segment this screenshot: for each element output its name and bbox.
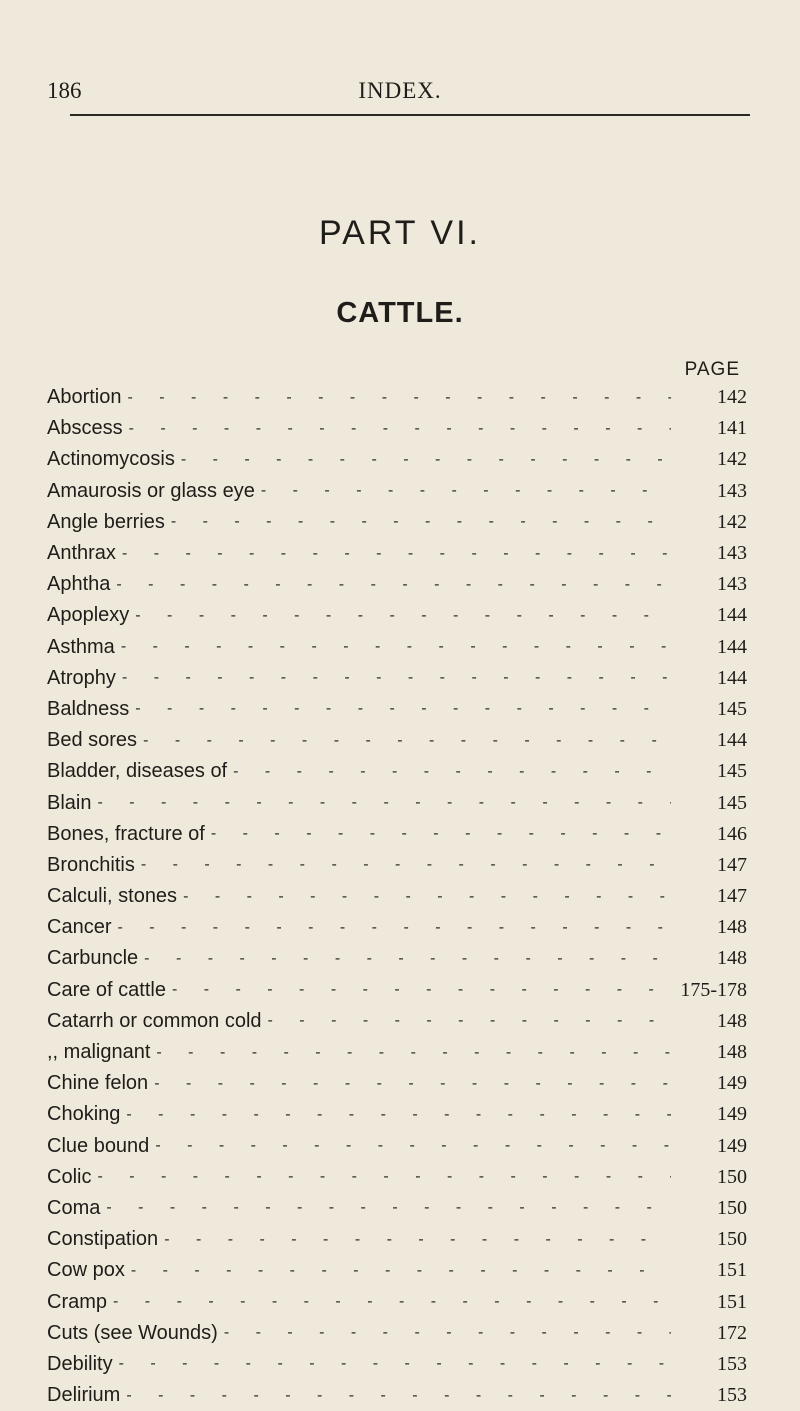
part-title: PART VI.	[319, 214, 481, 252]
index-entry	[47, 600, 747, 631]
entry-page: 145	[717, 791, 747, 814]
entry-term: Calculi, stones	[47, 885, 178, 908]
dot-leader	[172, 981, 671, 999]
section-title: CATTLE.	[336, 297, 464, 329]
index-entry	[47, 1037, 747, 1068]
dot-leader	[164, 1231, 671, 1249]
index-entry	[47, 881, 747, 912]
entry-term: Coma	[47, 1196, 101, 1219]
dot-leader	[106, 1199, 671, 1217]
dot-leader	[261, 482, 671, 500]
entry-page: 142	[717, 386, 747, 409]
index-entry	[47, 569, 747, 600]
entry-page: 148	[717, 916, 747, 939]
entry-page: 149	[717, 1103, 747, 1126]
entry-page: 153	[717, 1352, 747, 1375]
entry-page: 175-178	[680, 978, 747, 1001]
entry-term: Cramp	[47, 1290, 108, 1313]
entry-term: Debility	[47, 1352, 113, 1375]
index-entry	[47, 538, 747, 569]
entry-term: Blain	[47, 791, 92, 814]
index-entry	[47, 694, 747, 725]
entry-page: 145	[717, 697, 747, 720]
entry-page: 146	[717, 822, 747, 845]
entry-term: Abscess	[47, 417, 123, 440]
dot-leader	[126, 1387, 671, 1405]
index-entry	[47, 1286, 747, 1317]
dot-leader	[116, 576, 671, 594]
dot-leader	[126, 1106, 671, 1124]
dot-leader	[117, 919, 671, 937]
dot-leader	[156, 1044, 671, 1062]
index-list	[47, 382, 747, 1411]
dot-leader	[128, 389, 672, 407]
entry-page: 153	[717, 1384, 747, 1407]
dot-leader	[119, 1355, 671, 1373]
dot-leader	[171, 513, 671, 531]
dot-leader	[141, 856, 671, 874]
entry-term: Angle berries	[47, 510, 165, 533]
index-entry	[47, 1068, 747, 1099]
index-entry	[47, 1255, 747, 1286]
index-entry	[47, 725, 747, 756]
dot-leader	[97, 794, 671, 812]
index-entry	[47, 1006, 747, 1037]
entry-page: 150	[717, 1165, 747, 1188]
entry-page: 148	[717, 1009, 747, 1032]
entry-term: Carbuncle	[47, 947, 139, 970]
dot-leader	[121, 638, 671, 656]
entry-page: 145	[717, 760, 747, 783]
dot-leader	[113, 1293, 671, 1311]
index-entry	[47, 1380, 747, 1411]
entry-page: 151	[717, 1259, 747, 1282]
entry-page: 172	[717, 1321, 747, 1344]
index-entry	[47, 819, 747, 850]
entry-page: 143	[717, 479, 747, 502]
dot-leader	[181, 451, 671, 469]
entry-term: Catarrh or common cold	[47, 1009, 262, 1032]
dot-leader	[224, 1324, 671, 1342]
entry-page: 150	[717, 1228, 747, 1251]
dot-leader	[155, 1137, 671, 1155]
index-entry	[47, 382, 747, 413]
entry-term: Colic	[47, 1165, 92, 1188]
entry-term: Constipation	[47, 1228, 159, 1251]
index-entry	[47, 975, 747, 1006]
entry-term: Amaurosis or glass eye	[47, 479, 255, 502]
dot-leader	[135, 607, 671, 625]
page-number: 186	[47, 78, 82, 103]
index-entry	[47, 632, 747, 663]
index-entry	[47, 1131, 747, 1162]
entry-page: 143	[717, 542, 747, 565]
entry-term: Cuts (see Wounds)	[47, 1321, 218, 1344]
index-entry	[47, 787, 747, 818]
header-rule	[70, 114, 750, 116]
index-entry	[47, 1162, 747, 1193]
index-entry	[47, 507, 747, 538]
dot-leader	[183, 888, 671, 906]
dot-leader	[122, 669, 671, 687]
index-entry	[47, 943, 747, 974]
entry-term: Chine felon	[47, 1072, 149, 1095]
running-title: INDEX.	[358, 78, 442, 103]
index-entry	[47, 1224, 747, 1255]
dot-leader	[131, 1262, 671, 1280]
entry-page: 142	[717, 510, 747, 533]
entry-term: Bones, fracture of	[47, 822, 205, 845]
dot-leader	[233, 763, 671, 781]
entry-page: 142	[717, 448, 747, 471]
entry-term: Care of cattle	[47, 978, 166, 1001]
entry-page: 149	[717, 1072, 747, 1095]
entry-term: Baldness	[47, 697, 130, 720]
dot-leader	[154, 1075, 671, 1093]
entry-term: Abortion	[47, 386, 122, 409]
entry-term: Cancer	[47, 916, 112, 939]
entry-term: Bladder, diseases of	[47, 760, 228, 783]
entry-term: Asthma	[47, 635, 115, 658]
entry-page: 143	[717, 573, 747, 596]
entry-term: Choking	[47, 1103, 121, 1126]
dot-leader	[129, 420, 671, 438]
dot-leader	[97, 1168, 671, 1186]
index-entry	[47, 1099, 747, 1130]
index-entry	[47, 1318, 747, 1349]
page-header	[0, 78, 800, 112]
entry-term: Clue bound	[47, 1134, 150, 1157]
entry-page: 151	[717, 1290, 747, 1313]
entry-term: ,, malignant	[47, 1041, 151, 1064]
index-entry	[47, 444, 747, 475]
entry-term: Apoplexy	[47, 604, 130, 627]
entry-page: 144	[717, 729, 747, 752]
dot-leader	[122, 545, 671, 563]
entry-page: 147	[717, 853, 747, 876]
entry-page: 144	[717, 635, 747, 658]
entry-term: Aphtha	[47, 573, 111, 596]
dot-leader	[135, 700, 671, 718]
page-column-header: PAGE	[684, 359, 740, 380]
entry-page: 147	[717, 885, 747, 908]
dot-leader	[143, 732, 671, 750]
entry-page: 150	[717, 1196, 747, 1219]
index-entry	[47, 1349, 747, 1380]
dot-leader	[211, 825, 671, 843]
entry-term: Bronchitis	[47, 853, 135, 876]
entry-term: Anthrax	[47, 542, 116, 565]
entry-page: 141	[717, 417, 747, 440]
entry-page: 144	[717, 666, 747, 689]
index-entry	[47, 850, 747, 881]
dot-leader	[144, 950, 671, 968]
entry-page: 149	[717, 1134, 747, 1157]
entry-term: Cow pox	[47, 1259, 125, 1282]
index-entry	[47, 413, 747, 444]
dot-leader	[268, 1012, 671, 1030]
entry-page: 148	[717, 947, 747, 970]
index-entry	[47, 663, 747, 694]
entry-page: 144	[717, 604, 747, 627]
entry-term: Delirium	[47, 1384, 121, 1407]
index-entry	[47, 912, 747, 943]
index-entry	[47, 1193, 747, 1224]
entry-page: 148	[717, 1041, 747, 1064]
entry-term: Bed sores	[47, 729, 138, 752]
entry-term: Actinomycosis	[47, 448, 175, 471]
index-entry	[47, 476, 747, 507]
index-entry	[47, 756, 747, 787]
entry-term: Atrophy	[47, 666, 116, 689]
